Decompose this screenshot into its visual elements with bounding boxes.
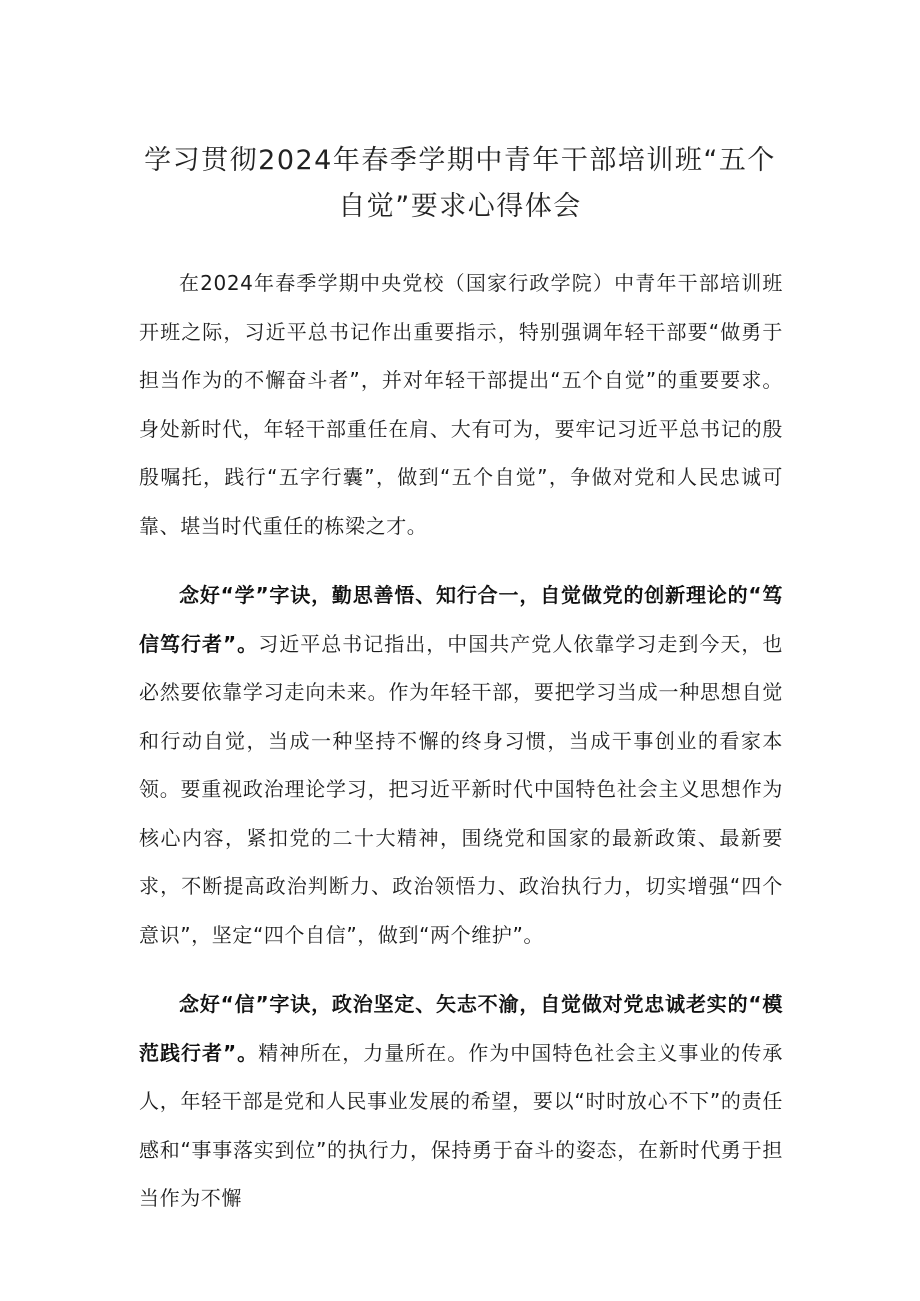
paragraph-intro [139, 259, 783, 550]
paragraph-study-text: 习近平总书记指出，中国共产党人依靠学习走到今天，也必然要依靠学习走向未来。作为年轻干部，要把学习当成一种思想自觉和行动自觉，当成一种坚持不懈的终身习惯，当成干事创业的看家本领。要重视政治理论学习，把习近平新时代中国特色社会主义思想作为核心内容，紧扣党的二十大精神，围绕党和国家的最新政策、最新要求，不断提高政治判断力、政治领悟力、政治执行力，切实增强“四个意识”，坚定“四个自信”，做到“两个维护”。 [139, 631, 784, 947]
paragraph-intro-text: 在2024年春季学期中央党校（国家行政学院）中青年干部培训班开班之际，习近平总书记作出重要指示，特别强调年轻干部要“做勇于担当作为的不懈奋斗者”，并对年轻干部提出“五个自觉”的重要要求。身处新时代，年轻干部重任在肩、大有可为，要牢记习近平总书记的殷殷嘱托，践行“五字行囊”，做到“五个自觉”，争做对党和人民忠诚可靠、堪当时代重任的栋梁之才。 [139, 271, 783, 538]
paragraph-study-lead: 念好“学”字诀，勤思善悟、知行合一，自觉做党的创新理论的“笃信笃行者”。 [139, 583, 783, 656]
document-title: 学习贯彻2024年春季学期中青年干部培训班“五个自觉”要求心得体会 [144, 145, 776, 222]
paragraph-faith [139, 980, 783, 1223]
paragraph-faith-lead: 念好“信”字诀，政治坚定、矢志不渝，自觉做对党忠诚老实的“模范践行者”。 [139, 992, 783, 1065]
paragraph-study [139, 571, 783, 959]
paragraph-faith-text: 精神所在，力量所在。作为中国特色社会主义事业的传承人，年轻干部是党和人民事业发展的希望，要以“时时放心不下”的责任感和“事事落实到位”的执行力，保持勇于奋斗的姿态，在新时代勇于担当作为不懈 [139, 1040, 784, 1210]
